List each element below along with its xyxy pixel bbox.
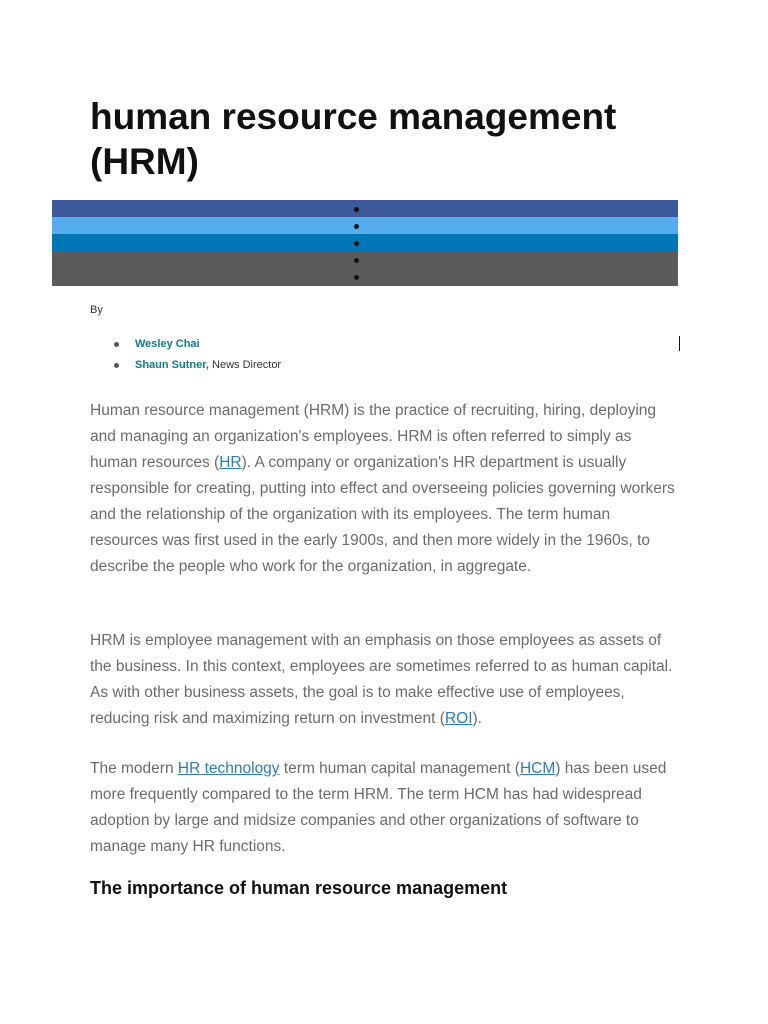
paragraph-text: The modern	[90, 760, 178, 777]
hr-technology-link[interactable]: HR technology	[177, 760, 280, 777]
paragraph-text: ).	[472, 710, 482, 727]
author-role: News Director	[212, 359, 282, 371]
linkedin-icon	[354, 241, 359, 246]
hr-link[interactable]: HR	[219, 454, 242, 471]
text-cursor	[679, 336, 680, 351]
author-item	[112, 357, 282, 378]
email-icon	[354, 258, 359, 263]
paragraph-text: term human capital management (	[279, 760, 520, 777]
paragraph-text: HRM is employee management with an emphasis on those employees as assets of the business. In this context, employees are sometimes referred to as human capital. As with other business assets, the goal is to make effective use of employees, reducing risk and maximizing return on investment (	[90, 632, 673, 727]
twitter-share-button[interactable]	[52, 217, 678, 234]
article-paragraph	[90, 628, 680, 732]
more-icon	[354, 275, 359, 280]
facebook-icon	[354, 207, 359, 212]
bullet-icon	[114, 342, 119, 347]
page-title: human resource management (HRM)	[90, 96, 617, 182]
author-list	[112, 336, 282, 378]
twitter-icon	[354, 224, 359, 229]
paragraph-text: ). A company or organization's HR department is usually responsible for creating, putting into effect and overseeing policies governing workers and the relationship of the organization with its employees. The term human resources was first used in the early 1900s, and then more widely in the 1960s, to describe the people who work for the organization, in aggregate.	[90, 454, 675, 575]
social-share-bar	[52, 200, 678, 286]
author-link[interactable]: Shaun Sutner,	[135, 359, 209, 371]
bullet-icon	[114, 363, 119, 368]
paragraph-text: Human resource management (HRM) is the practice of recruiting, hiring, deploying and managing an organization's employees. HRM is often referred to simply as human resources (	[90, 402, 656, 471]
linkedin-share-button[interactable]	[52, 234, 678, 251]
more-share-buttons[interactable]	[52, 251, 678, 286]
paragraph-text: ) has been used more frequently compared to the term HRM. The term HCM has had widespread adoption by large and midsize companies and other organizations of software to manage many HR functions.	[90, 760, 667, 855]
article-paragraph	[90, 756, 680, 860]
roi-link[interactable]: ROI	[444, 710, 473, 727]
author-item	[112, 336, 258, 357]
section-heading: The importance of human resource management	[90, 878, 508, 898]
byline-label: By	[90, 304, 103, 316]
article-paragraph	[90, 398, 680, 580]
facebook-share-button[interactable]	[52, 200, 678, 217]
hcm-link[interactable]: HCM	[519, 760, 556, 777]
author-link[interactable]: Wesley Chai	[135, 338, 200, 350]
